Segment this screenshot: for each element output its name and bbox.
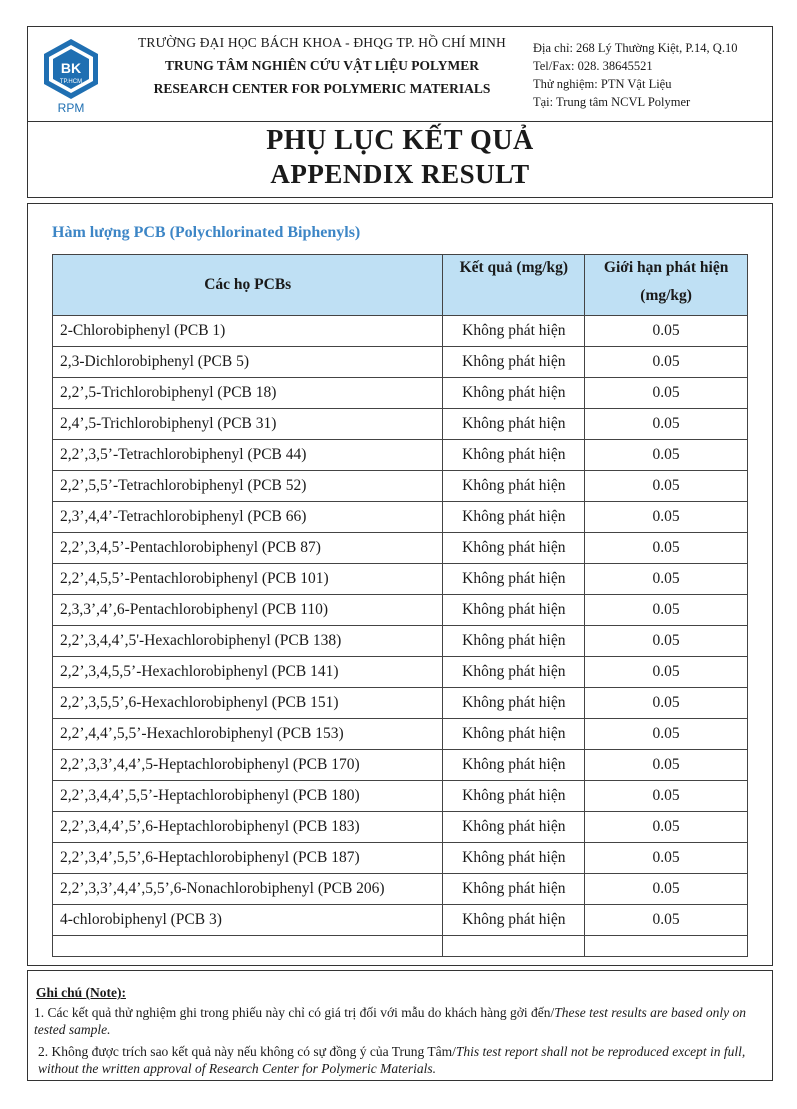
pcb-name-cell: 2,3-Dichlorobiphenyl (PCB 5) <box>53 347 443 378</box>
table-row <box>53 750 748 781</box>
notes-box <box>27 970 773 1081</box>
table-row <box>53 409 748 440</box>
pcb-name-cell: 2,2’,5-Trichlorobiphenyl (PCB 18) <box>53 378 443 409</box>
center-name-vn: TRUNG TÂM NGHIÊN CỨU VẬT LIỆU POLYMER <box>164 58 480 73</box>
address: Địa chỉ: 268 Lý Thường Kiệt, P.14, Q.10 <box>533 41 738 55</box>
limit-cell: 0.05 <box>585 595 748 626</box>
header-result: Kết quả (mg/kg) <box>443 255 585 316</box>
result-cell: Không phát hiện <box>443 316 585 347</box>
result-cell: Không phát hiện <box>443 502 585 533</box>
tel-fax: Tel/Fax: 028. 38645521 <box>533 59 653 73</box>
pcb-name-cell: 2,2’,5,5’-Tetrachlorobiphenyl (PCB 52) <box>53 471 443 502</box>
table-row <box>53 564 748 595</box>
table-row <box>53 874 748 905</box>
result-cell: Không phát hiện <box>443 905 585 936</box>
table-row <box>53 781 748 812</box>
table-row <box>53 471 748 502</box>
pcb-name-cell: 2,3,3’,4’,6-Pentachlorobiphenyl (PCB 110) <box>53 595 443 626</box>
pcb-name-cell: 2,2’,4,4’,5,5’-Hexachlorobiphenyl (PCB 153) <box>53 719 443 750</box>
table-row <box>53 316 748 347</box>
table-row <box>53 502 748 533</box>
table-row <box>53 533 748 564</box>
limit-cell: 0.05 <box>585 874 748 905</box>
result-cell: Không phát hiện <box>443 657 585 688</box>
limit-cell: 0.05 <box>585 626 748 657</box>
header-center <box>116 35 528 97</box>
contact-info <box>533 39 769 111</box>
result-cell: Không phát hiện <box>443 874 585 905</box>
pcb-name-cell: 2,2’,3,4,5’-Pentachlorobiphenyl (PCB 87) <box>53 533 443 564</box>
pcb-name-cell: 2,2’,4,5,5’-Pentachlorobiphenyl (PCB 101) <box>53 564 443 595</box>
table-row-empty <box>53 936 748 957</box>
limit-cell: 0.05 <box>585 688 748 719</box>
limit-cell: 0.05 <box>585 750 748 781</box>
table-body <box>53 316 748 957</box>
limit-cell: 0.05 <box>585 347 748 378</box>
result-cell: Không phát hiện <box>443 688 585 719</box>
university-name: TRƯỜNG ĐẠI HỌC BÁCH KHOA - ĐHQG TP. HỒ CHÍ MINH <box>137 35 506 50</box>
table-header-row <box>53 255 748 316</box>
pcb-name-cell: 2,2’,3,3’,4,4’,5,5’,6-Nonachlorobiphenyl (PCB 206) <box>53 874 443 905</box>
pcb-name-cell: 2,2’,3,4,5,5’-Hexachlorobiphenyl (PCB 141) <box>53 657 443 688</box>
pcb-name-cell: 2,3’,4,4’-Tetrachlorobiphenyl (PCB 66) <box>53 502 443 533</box>
limit-cell: 0.05 <box>585 378 748 409</box>
result-cell: Không phát hiện <box>443 781 585 812</box>
limit-cell: 0.05 <box>585 316 748 347</box>
limit-cell: 0.05 <box>585 905 748 936</box>
note-1: 1. Các kết quả thử nghiệm ghi trong phiếu này chỉ có giá trị đối với mẫu do khách hàng gởi đến/These test results are based only on tested sample. <box>34 1005 746 1037</box>
results-section <box>27 203 773 966</box>
result-cell: Không phát hiện <box>443 719 585 750</box>
table-row <box>53 719 748 750</box>
lab-name: Thử nghiệm: PTN Vật Liệu <box>533 77 672 91</box>
limit-cell: 0.05 <box>585 440 748 471</box>
pcb-name-cell: 4-chlorobiphenyl (PCB 3) <box>53 905 443 936</box>
note-2: 2. Không được trích sao kết quả này nếu không có sự đồng ý của Trung Tâm/This test report shall not be reproduced except in full, without the written approval of Research Center for Polymeric Materials. <box>38 1044 746 1076</box>
limit-cell: 0.05 <box>585 843 748 874</box>
limit-cell: 0.05 <box>585 409 748 440</box>
limit-cell: 0.05 <box>585 657 748 688</box>
table-row <box>53 812 748 843</box>
table-row <box>53 905 748 936</box>
logo-subtext: TP.HCM <box>59 79 83 85</box>
result-cell: Không phát hiện <box>443 750 585 781</box>
section-title: Hàm lượng PCB (Polychlorinated Biphenyls) <box>52 224 361 241</box>
table-row <box>53 347 748 378</box>
pcb-name-cell: 2,2’,3,5,5’,6-Hexachlorobiphenyl (PCB 151) <box>53 688 443 719</box>
table-row <box>53 843 748 874</box>
result-cell: Không phát hiện <box>443 533 585 564</box>
pcb-name-cell: 2-Chlorobiphenyl (PCB 1) <box>53 316 443 347</box>
empty-cell <box>53 936 443 957</box>
table-row <box>53 440 748 471</box>
table-row <box>53 657 748 688</box>
table-row <box>53 595 748 626</box>
table-row <box>53 626 748 657</box>
notes-title: Ghi chú (Note): <box>36 985 126 1000</box>
result-cell: Không phát hiện <box>443 595 585 626</box>
page-title-vn: PHỤ LỤC KẾT QUẢ <box>266 125 534 156</box>
result-cell: Không phát hiện <box>443 409 585 440</box>
limit-cell: 0.05 <box>585 564 748 595</box>
logo-text: BK <box>60 60 82 76</box>
result-cell: Không phát hiện <box>443 378 585 409</box>
pcb-name-cell: 2,2’,3,4,4’,5’,6-Heptachlorobiphenyl (PCB 183) <box>53 812 443 843</box>
limit-cell: 0.05 <box>585 502 748 533</box>
result-cell: Không phát hiện <box>443 347 585 378</box>
limit-cell: 0.05 <box>585 812 748 843</box>
pcb-name-cell: 2,2’,3,5’-Tetrachlorobiphenyl (PCB 44) <box>53 440 443 471</box>
pcb-name-cell: 2,2’,3,4,4’,5'-Hexachlorobiphenyl (PCB 138) <box>53 626 443 657</box>
limit-cell: 0.05 <box>585 781 748 812</box>
limit-cell: 0.05 <box>585 719 748 750</box>
result-cell: Không phát hiện <box>443 564 585 595</box>
page-title-en: APPENDIX RESULT <box>270 159 530 189</box>
rpm-logo <box>38 37 104 115</box>
title-box <box>27 122 773 198</box>
pcb-name-cell: 2,2’,3,4’,5,5’,6-Heptachlorobiphenyl (PCB 187) <box>53 843 443 874</box>
table-row <box>53 688 748 719</box>
letterhead <box>27 26 773 122</box>
limit-cell: 0.05 <box>585 471 748 502</box>
result-cell: Không phát hiện <box>443 471 585 502</box>
result-cell: Không phát hiện <box>443 626 585 657</box>
empty-cell <box>443 936 585 957</box>
pcb-name-cell: 2,4’,5-Trichlorobiphenyl (PCB 31) <box>53 409 443 440</box>
empty-cell <box>585 936 748 957</box>
table-row <box>53 378 748 409</box>
result-cell: Không phát hiện <box>443 812 585 843</box>
header-pcb-family: Các họ PCBs <box>53 255 443 316</box>
result-cell: Không phát hiện <box>443 440 585 471</box>
limit-cell: 0.05 <box>585 533 748 564</box>
center-name-en: RESEARCH CENTER FOR POLYMERIC MATERIALS <box>153 81 491 96</box>
pcb-name-cell: 2,2’,3,3’,4,4’,5-Heptachlorobiphenyl (PCB 170) <box>53 750 443 781</box>
results-table <box>52 254 748 957</box>
result-cell: Không phát hiện <box>443 843 585 874</box>
location: Tại: Trung tâm NCVL Polymer <box>533 95 691 109</box>
logo-caption: RPM <box>57 101 85 115</box>
pcb-name-cell: 2,2’,3,4,4’,5,5’-Heptachlorobiphenyl (PCB 180) <box>53 781 443 812</box>
header-detection-limit: Giới hạn phát hiện (mg/kg) <box>585 255 748 316</box>
